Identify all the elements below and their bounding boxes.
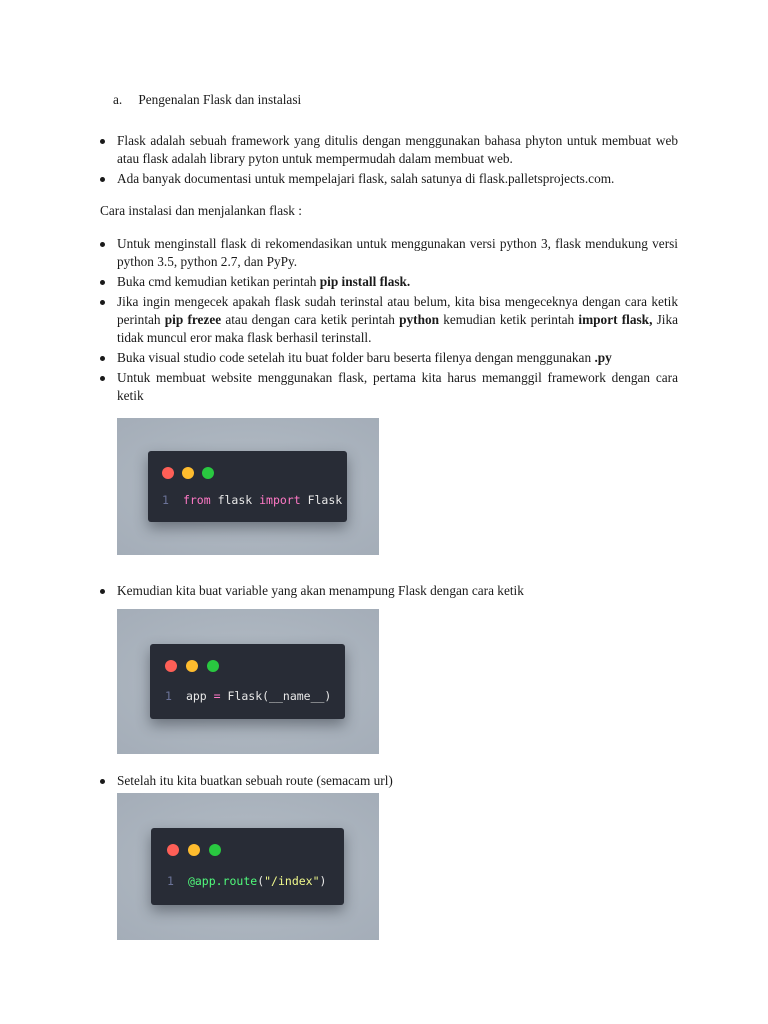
minimize-dot-icon — [186, 660, 198, 672]
code-line: 1 from flask import Flask — [162, 493, 343, 507]
code-window — [151, 828, 344, 905]
command-text: .py — [594, 350, 612, 365]
bullet-icon — [100, 779, 105, 784]
list-item: Kemudian kita buat variable yang akan menampung Flask dengan cara ketik — [100, 582, 678, 600]
code-screenshot-route — [117, 793, 379, 940]
bullet-icon — [100, 589, 105, 594]
list-item: Setelah itu kita buatkan sebuah route (semacam url) — [100, 772, 678, 790]
code-screenshot-import — [117, 418, 379, 555]
code-window — [148, 451, 347, 522]
bullet-icon — [100, 280, 105, 285]
variable-step-list — [100, 582, 678, 602]
maximize-dot-icon — [207, 660, 219, 672]
maximize-dot-icon — [209, 844, 221, 856]
code-line: 1 app = Flask(__name__) — [165, 689, 332, 703]
list-item: Flask adalah sebuah framework yang ditulis dengan menggunakan bahasa phyton untuk membuat web atau flask adalah library pyton untuk mempermudah dalam membuat web. — [100, 132, 678, 168]
list-item: Untuk menginstall flask di rekomendasikan untuk menggunakan versi python 3, flask mendukung versi python 3.5, python 2.7, dan PyPy. — [100, 235, 678, 271]
list-item: Jika ingin mengecek apakah flask sudah terinstal atau belum, kita bisa mengeceknya dengan cara ketik perintah pip frezee atau dengan cara ketik perintah python kemudian ketik perintah import flask, Jika tidak muncul eror maka flask berhasil terinstall. — [100, 293, 678, 347]
minimize-dot-icon — [182, 467, 194, 479]
command-text: import flask, — [578, 312, 653, 327]
install-steps-list — [100, 235, 678, 407]
command-text: python — [399, 312, 440, 327]
install-intro: Cara instalasi dan menjalankan flask : — [100, 203, 302, 218]
route-step-list — [100, 772, 678, 792]
bullet-icon — [100, 376, 105, 381]
code-window — [150, 644, 345, 719]
close-dot-icon — [165, 660, 177, 672]
heading-text: Pengenalan Flask dan instalasi — [138, 92, 302, 107]
bullet-icon — [100, 242, 105, 247]
list-item: Buka visual studio code setelah itu buat folder baru beserta filenya dengan menggunakan .py — [100, 349, 678, 367]
close-dot-icon — [162, 467, 174, 479]
code-screenshot-app — [117, 609, 379, 754]
code-line: 1 @app.route("/index") — [167, 874, 327, 888]
bullet-icon — [100, 356, 105, 361]
close-dot-icon — [167, 844, 179, 856]
section-heading — [113, 92, 301, 108]
command-text: pip frezee — [164, 312, 222, 327]
bullet-icon — [100, 300, 105, 305]
maximize-dot-icon — [202, 467, 214, 479]
command-text: pip install flask. — [319, 274, 411, 289]
list-item: Untuk membuat website menggunakan flask, pertama kita harus memanggil framework dengan cara ketik — [100, 369, 678, 405]
heading-marker: a. — [113, 92, 123, 107]
minimize-dot-icon — [188, 844, 200, 856]
intro-list — [100, 132, 678, 190]
list-item: Ada banyak documentasi untuk mempelajari flask, salah satunya di flask.palletsprojects.com. — [100, 170, 678, 188]
list-item: Buka cmd kemudian ketikan perintah pip install flask. — [100, 273, 678, 291]
bullet-icon — [100, 177, 105, 182]
bullet-icon — [100, 139, 105, 144]
